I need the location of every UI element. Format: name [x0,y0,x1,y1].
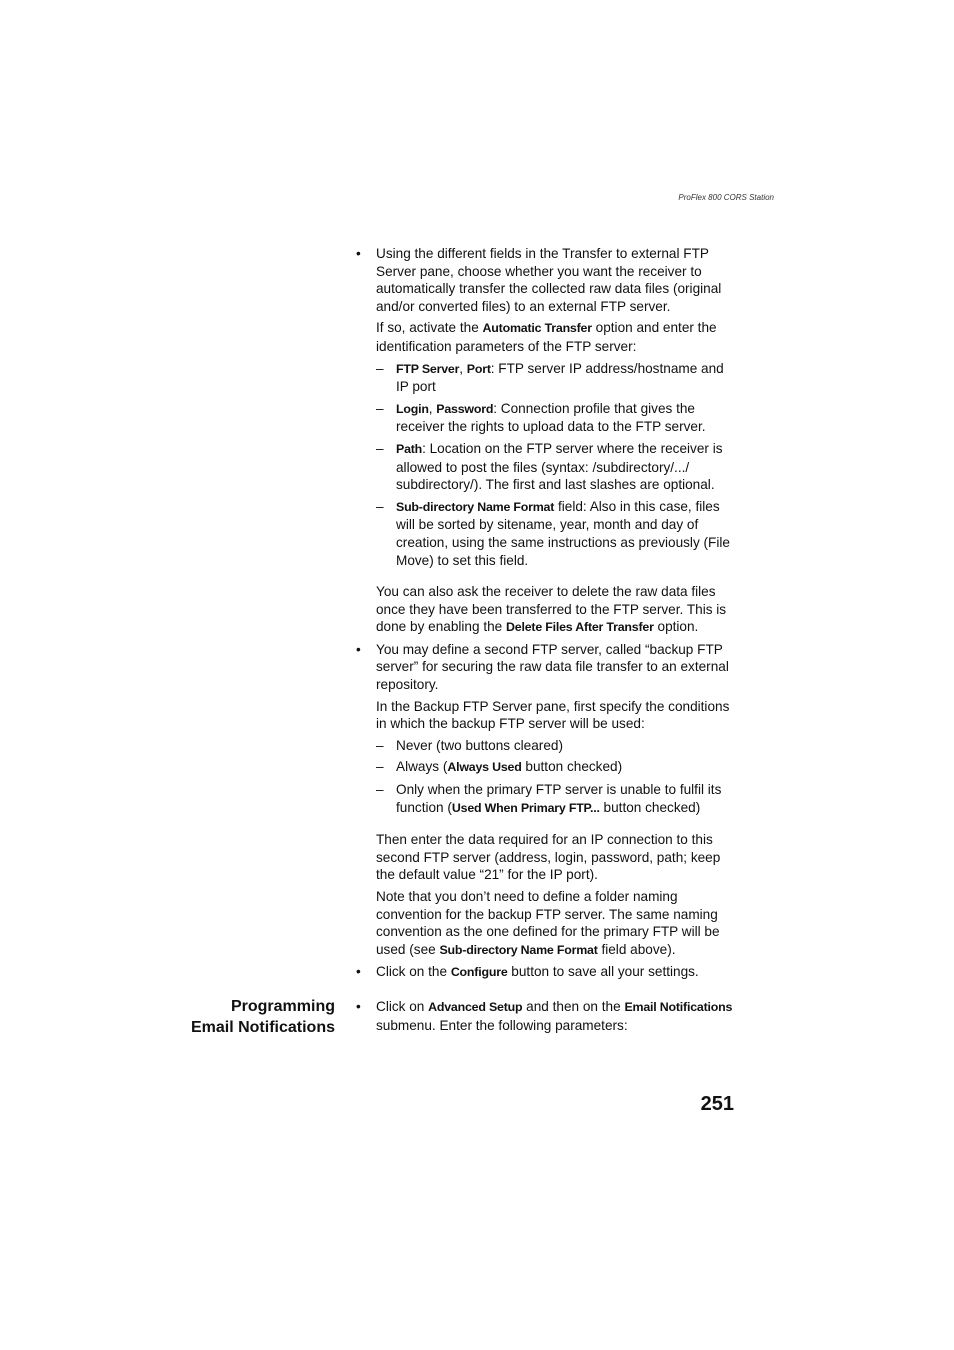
bullet-advanced-setup: • Click on Advanced Setup and then on the Email Notifications submenu. Enter the following parameters: [356,998,736,1034]
paragraph-ip-connection: Then enter the data required for an IP connection to this second FTP server (address, login, password, path; keep the default value “21” for the IP port). [376,832,721,883]
dash-item-path: – Path: Location on the FTP server where the receiver is allowed to post the files (syntax: /subdirectory/.../ subdirectory/). The first and last slashes are optional. [356,440,736,494]
paragraph-delete-files: You can also ask the receiver to delete the raw data files once they have been transferred to the FTP server. This is done by enabling the Delete Files After Transfer option. [376,584,727,635]
section-title-email-notifications: Programming Email Notifications [190,998,335,1036]
dash-item-ftp-server-port: – FTP Server, Port: FTP server IP address/hostname and IP port [356,360,736,396]
keyword-subdirectory-name-format: Sub-directory Name Format [396,499,555,514]
keyword-password: Password [436,401,494,416]
keyword-always-used: Always Used [447,760,522,775]
keyword-configure: Configure [450,965,508,980]
section-content [356,998,736,1038]
dash-item-always: – Always (Always Used button checked) [356,758,736,777]
running-header: ProFlex 800 CORS Station [678,193,774,202]
dash-item-subdirectory-format: – Sub-directory Name Format field: Also in this case, files will be sorted by sitename, year, month and day of creation, using the same instructions as previously (File Move) to set this field. [356,498,736,569]
paragraph-naming-note: Note that you don’t need to define a folder naming convention for the backup FTP server. The same naming convention as the one defined for the primary FTP will be used (see Sub-directory Name Format field above). [376,889,720,957]
keyword-email-notifications: Email Notifications [624,1000,733,1014]
page-number: 251 [700,1093,734,1115]
paragraph-backup-conditions: In the Backup FTP Server pane, first specify the conditions in which the backup FTP server will be used: [376,698,730,732]
keyword-port: Port [466,361,491,376]
dash-item-never: – Never (two buttons cleared) [356,737,736,755]
bullet-backup-ftp: • You may define a second FTP server, called “backup FTP server” for securing the raw data file transfer to an external repository. [356,641,736,694]
keyword-automatic-transfer: Automatic Transfer [482,321,592,336]
dash-item-login-password: – Login, Password: Connection profile that gives the receiver the rights to upload data to the FTP server. [356,400,736,436]
bullet-ftp-transfer: • Using the different fields in the Transfer to external FTP Server pane, choose whether you want the receiver to automatically transfer the collected raw data files (original and/or converted files) to an external FTP server. [356,245,736,315]
keyword-ftp-server: FTP Server [396,361,460,376]
keyword-delete-files-after-transfer: Delete Files After Transfer [506,620,654,635]
keyword-path: Path [396,441,423,456]
bullet-configure: • Click on the Configure button to save all your settings. [356,963,736,982]
keyword-subdirectory-name-format-ref: Sub-directory Name Format [439,942,598,957]
keyword-advanced-setup: Advanced Setup [428,1000,523,1014]
main-content [356,245,736,986]
paragraph-automatic-transfer: If so, activate the Automatic Transfer option and enter the identification parameters of the FTP server: [376,320,717,354]
keyword-login: Login [396,401,429,416]
keyword-used-when-primary-ftp: Used When Primary FTP... [451,800,600,815]
dash-item-primary-unavailable: – Only when the primary FTP server is unable to fulfil its function (Used When Primary FTP... button checked) [356,781,736,817]
